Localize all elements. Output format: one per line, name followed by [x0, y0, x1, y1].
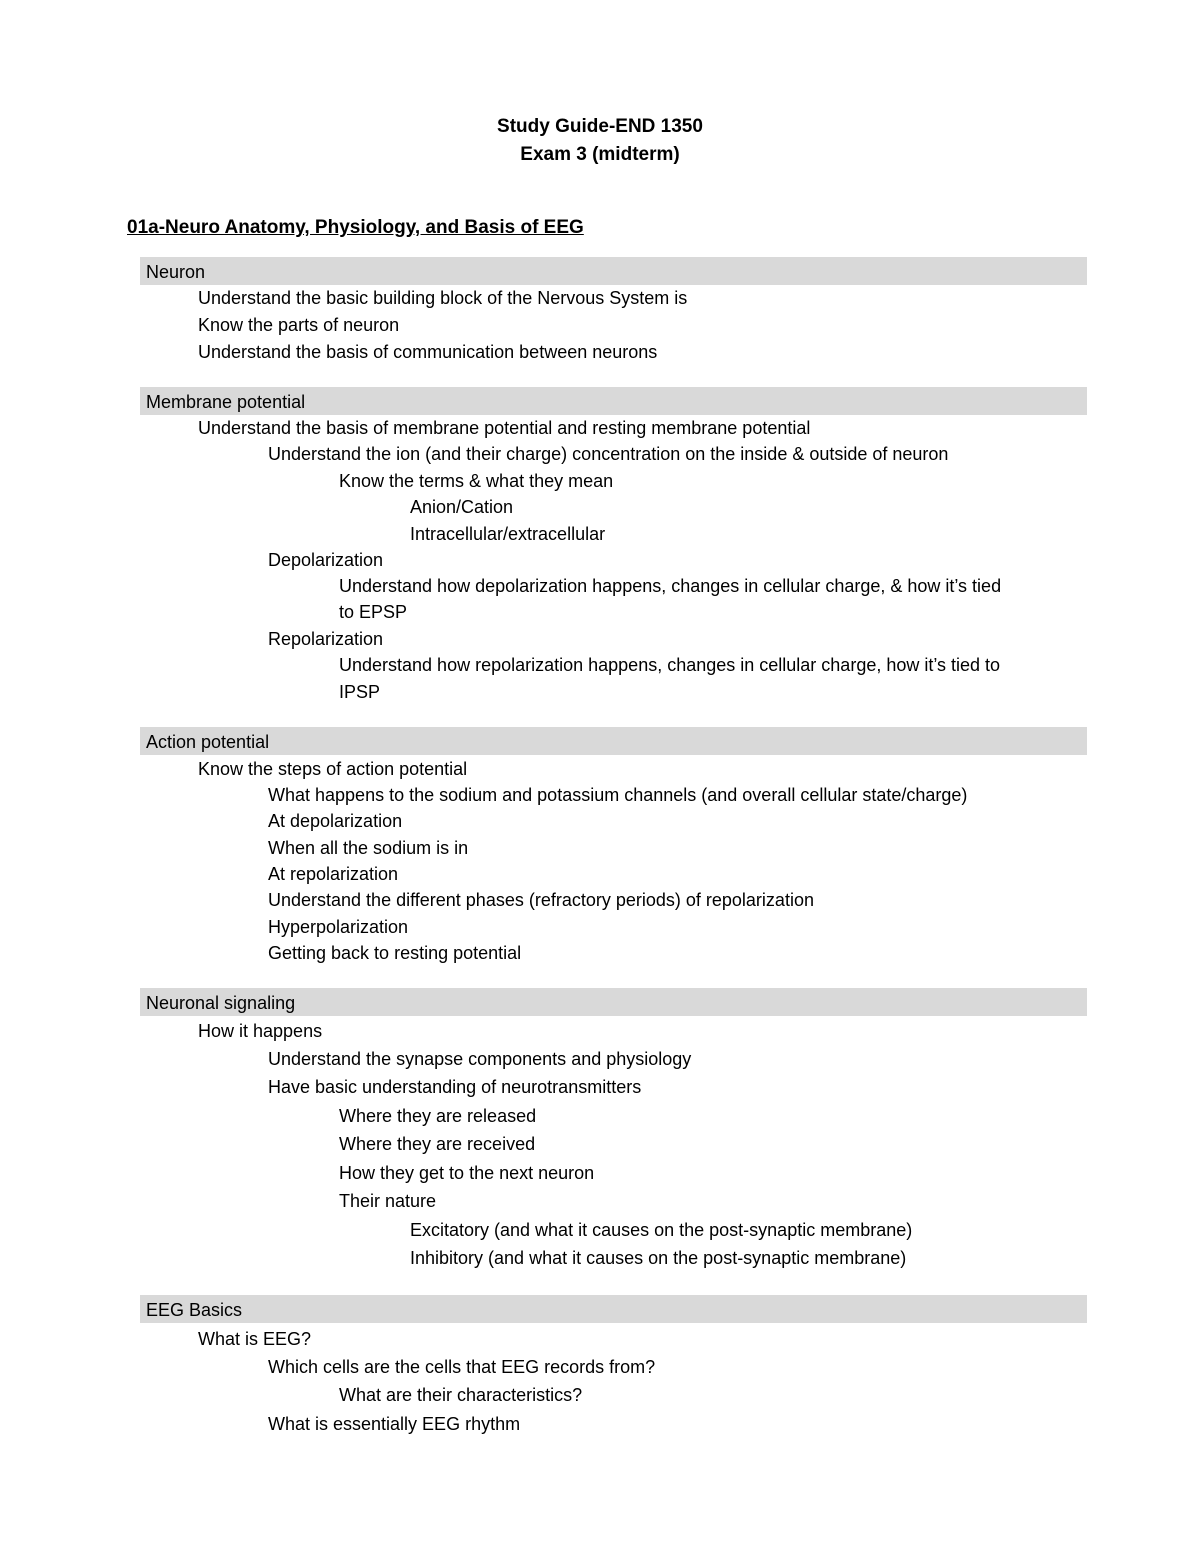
list-item: Understand the basic building block of the Nervous System is [198, 288, 688, 308]
list-item: How they get to the next neuron [339, 1163, 595, 1183]
list-item: How it happens [198, 1021, 323, 1041]
list-item: Understand how depolarization happens, changes in cellular charge, & how it’s tied [339, 576, 1002, 596]
list-item: Inhibitory (and what it causes on the post-synaptic membrane) [410, 1248, 907, 1268]
list-item: Depolarization [268, 550, 384, 570]
list-item: Where they are received [339, 1134, 536, 1154]
list-item: At repolarization [268, 864, 399, 884]
title-line-2: Exam 3 (midterm) [520, 144, 680, 165]
list-item: Anion/Cation [410, 497, 514, 517]
list-item: Understand the basis of communication between neurons [198, 342, 658, 362]
list-item: Understand the basis of membrane potential and resting membrane potential [198, 418, 811, 438]
section-bar-action-potential [140, 727, 1087, 755]
section-title-action-potential: Action potential [146, 732, 270, 752]
list-item: Understand the different phases (refractory periods) of repolarization [268, 890, 814, 910]
section-title-neuron: Neuron [146, 262, 206, 282]
section-bar-eeg-basics [140, 1295, 1087, 1323]
list-item: At depolarization [268, 811, 403, 831]
list-item: What happens to the sodium and potassium channels (and overall cellular state/charge) [268, 785, 968, 805]
list-item: When all the sodium is in [268, 838, 469, 858]
list-item: IPSP [339, 682, 381, 702]
section-bar-neuron [140, 257, 1087, 285]
list-item: Hyperpolarization [268, 917, 409, 937]
list-item: What is essentially EEG rhythm [268, 1414, 521, 1434]
list-item: What are their characteristics? [339, 1385, 583, 1405]
list-item: What is EEG? [198, 1329, 312, 1349]
list-item: Getting back to resting potential [268, 943, 522, 963]
list-item: Their nature [339, 1191, 437, 1211]
list-item: to EPSP [339, 602, 408, 622]
list-item: Know the steps of action potential [198, 759, 468, 779]
list-item: Know the parts of neuron [198, 315, 400, 335]
section-heading: 01a-Neuro Anatomy, Physiology, and Basis of EEG [127, 217, 584, 238]
list-item: Have basic understanding of neurotransmitters [268, 1077, 642, 1097]
list-item: Understand how repolarization happens, changes in cellular charge, how it’s tied to [339, 655, 1001, 675]
title-line-1: Study Guide-END 1350 [497, 116, 703, 137]
section-title-membrane-potential: Membrane potential [146, 392, 306, 412]
list-item: Where they are released [339, 1106, 537, 1126]
list-item: Excitatory (and what it causes on the post-synaptic membrane) [410, 1220, 913, 1240]
section-title-eeg-basics: EEG Basics [146, 1300, 243, 1320]
list-item: Which cells are the cells that EEG records from? [268, 1357, 656, 1377]
list-item: Repolarization [268, 629, 384, 649]
list-item: Understand the ion (and their charge) concentration on the inside & outside of neuron [268, 444, 949, 464]
list-item: Understand the synapse components and physiology [268, 1049, 692, 1069]
list-item: Know the terms & what they mean [339, 471, 614, 491]
section-title-neuronal-signaling: Neuronal signaling [146, 993, 296, 1013]
list-item: Intracellular/extracellular [410, 524, 606, 544]
